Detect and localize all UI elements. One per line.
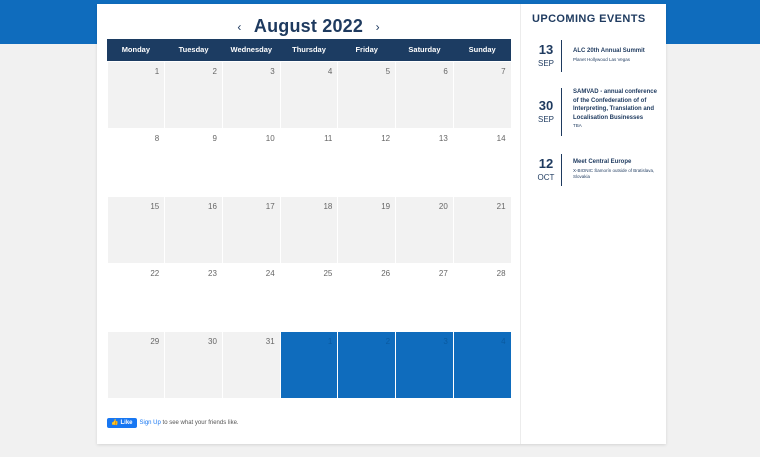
day-number: 21 — [496, 201, 506, 211]
day-number: 15 — [150, 201, 160, 211]
day-number: 1 — [327, 336, 333, 346]
day-cell[interactable] — [281, 197, 338, 264]
day-number: 2 — [212, 66, 217, 76]
event-name[interactable]: ALC 20th Annual Summit — [573, 48, 645, 54]
facebook-like-button[interactable] — [107, 418, 137, 428]
day-number: 27 — [438, 269, 448, 278]
event-divider — [561, 88, 562, 136]
next-month-day-cell[interactable] — [396, 332, 453, 399]
day-number: 23 — [208, 269, 217, 278]
event-item[interactable] — [521, 88, 667, 138]
upcoming-events-title: UPCOMING EVENTS — [532, 13, 646, 25]
event-month: SEP — [537, 115, 554, 124]
thumbs-up-icon: 👍 — [111, 420, 119, 426]
day-cell[interactable] — [281, 264, 338, 331]
next-month-day-cell[interactable] — [281, 332, 338, 399]
day-number: 14 — [496, 134, 506, 143]
event-location: Planet Hollywood Las Vegas — [573, 56, 631, 62]
weekday-sunday: Sunday — [468, 45, 496, 54]
event-location: X-BIONIC Šamorín outside of Bratislava, Slovakia — [573, 167, 655, 179]
day-number: 24 — [265, 269, 275, 278]
next-month-day-cell[interactable] — [338, 332, 395, 399]
day-number: 18 — [323, 201, 333, 211]
event-day: 13 — [538, 42, 554, 57]
day-number: 25 — [323, 269, 333, 278]
weekday-thursday: Thursday — [292, 45, 326, 54]
next-month-day-cell[interactable] — [454, 332, 511, 399]
event-info — [573, 158, 663, 180]
month-header — [97, 16, 520, 40]
day-number: 2 — [385, 336, 391, 346]
day-number: 11 — [324, 134, 333, 143]
week-row — [107, 129, 511, 197]
day-number: 29 — [150, 336, 160, 346]
day-cell[interactable] — [396, 264, 453, 331]
day-number: 17 — [265, 201, 275, 211]
event-info — [573, 47, 663, 63]
day-number: 3 — [270, 66, 275, 76]
day-cell[interactable] — [165, 129, 222, 196]
event-divider — [561, 154, 562, 186]
day-number: 26 — [381, 269, 391, 278]
next-month-button[interactable]: › — [375, 19, 380, 34]
day-number: 12 — [381, 134, 391, 143]
day-cell[interactable] — [223, 264, 280, 331]
day-cell[interactable] — [165, 62, 222, 129]
day-cell[interactable] — [223, 129, 280, 196]
day-cell[interactable] — [396, 197, 453, 264]
weekday-tuesday: Tuesday — [178, 45, 209, 54]
day-number: 30 — [208, 336, 217, 346]
weekday-monday: Monday — [121, 45, 151, 54]
day-cell[interactable] — [108, 62, 165, 129]
event-date — [534, 42, 558, 68]
day-number: 4 — [327, 66, 333, 76]
day-cell[interactable] — [108, 264, 165, 331]
day-number: 1 — [154, 66, 160, 76]
calendar-grid — [107, 39, 511, 399]
day-number: 22 — [150, 269, 160, 278]
day-cell[interactable] — [396, 62, 453, 129]
day-cell[interactable] — [223, 62, 280, 129]
calendar-panel — [97, 4, 520, 444]
day-number: 13 — [438, 134, 448, 143]
day-cell[interactable] — [281, 129, 338, 196]
event-date — [534, 98, 558, 124]
weekday-header-row — [107, 39, 511, 61]
day-cell[interactable] — [223, 332, 280, 399]
day-cell[interactable] — [454, 62, 511, 129]
event-day: 30 — [538, 98, 554, 113]
event-divider — [561, 40, 562, 72]
month-title: August 2022 — [253, 16, 364, 36]
day-cell[interactable] — [223, 197, 280, 264]
facebook-signup-link[interactable]: Sign Up — [139, 420, 161, 426]
facebook-signup-text — [140, 420, 239, 426]
calendar-card — [97, 4, 666, 444]
facebook-signup-caption: to see what your friends like. — [162, 420, 239, 426]
day-number: 8 — [154, 134, 160, 143]
day-cell[interactable] — [108, 129, 165, 196]
event-month: OCT — [537, 173, 555, 182]
week-row — [107, 196, 511, 264]
event-month: SEP — [537, 59, 554, 68]
event-name[interactable]: Meet Central Europe — [573, 159, 632, 165]
day-cell[interactable] — [165, 264, 222, 331]
day-cell[interactable] — [108, 197, 165, 264]
facebook-like-widget — [107, 418, 239, 428]
day-number: 9 — [212, 134, 217, 143]
day-number: 19 — [381, 201, 391, 211]
week-row — [107, 61, 511, 129]
day-cell[interactable] — [338, 197, 395, 264]
day-number: 10 — [265, 134, 275, 143]
day-cell[interactable] — [454, 129, 511, 196]
day-cell[interactable] — [165, 197, 222, 264]
weekday-saturday: Saturday — [408, 45, 441, 54]
upcoming-events-panel — [520, 4, 667, 444]
event-name[interactable]: SAMVAD - annual conference of the Confederation of of Interpreting, Translation and Localisation Businesses — [573, 89, 657, 121]
day-cell[interactable] — [165, 332, 222, 399]
event-day: 12 — [538, 156, 554, 171]
day-number: 7 — [501, 66, 506, 76]
day-number: 3 — [443, 336, 448, 346]
day-number: 31 — [265, 336, 275, 346]
day-cell[interactable] — [281, 62, 338, 129]
week-row — [107, 331, 511, 399]
weekday-wednesday: Wednesday — [230, 45, 273, 54]
day-cell[interactable] — [108, 332, 165, 399]
day-number: 4 — [501, 336, 506, 346]
weekday-friday: Friday — [355, 45, 378, 54]
day-cell[interactable] — [338, 62, 395, 129]
day-cell[interactable] — [396, 129, 453, 196]
event-item[interactable] — [521, 154, 667, 188]
day-cell[interactable] — [338, 264, 395, 331]
like-label: Like — [120, 420, 133, 426]
week-row — [107, 264, 511, 332]
event-date — [534, 156, 558, 182]
day-cell[interactable] — [454, 264, 511, 331]
event-info — [573, 88, 663, 129]
day-number: 5 — [385, 66, 391, 76]
day-cell[interactable] — [338, 129, 395, 196]
event-location: TBA — [573, 123, 582, 128]
day-number: 6 — [443, 66, 448, 76]
prev-month-button[interactable]: ‹ — [237, 19, 242, 34]
event-item[interactable] — [521, 40, 667, 74]
day-number: 28 — [496, 269, 506, 278]
day-cell[interactable] — [454, 197, 511, 264]
day-number: 20 — [438, 201, 448, 211]
day-number: 16 — [208, 201, 217, 211]
